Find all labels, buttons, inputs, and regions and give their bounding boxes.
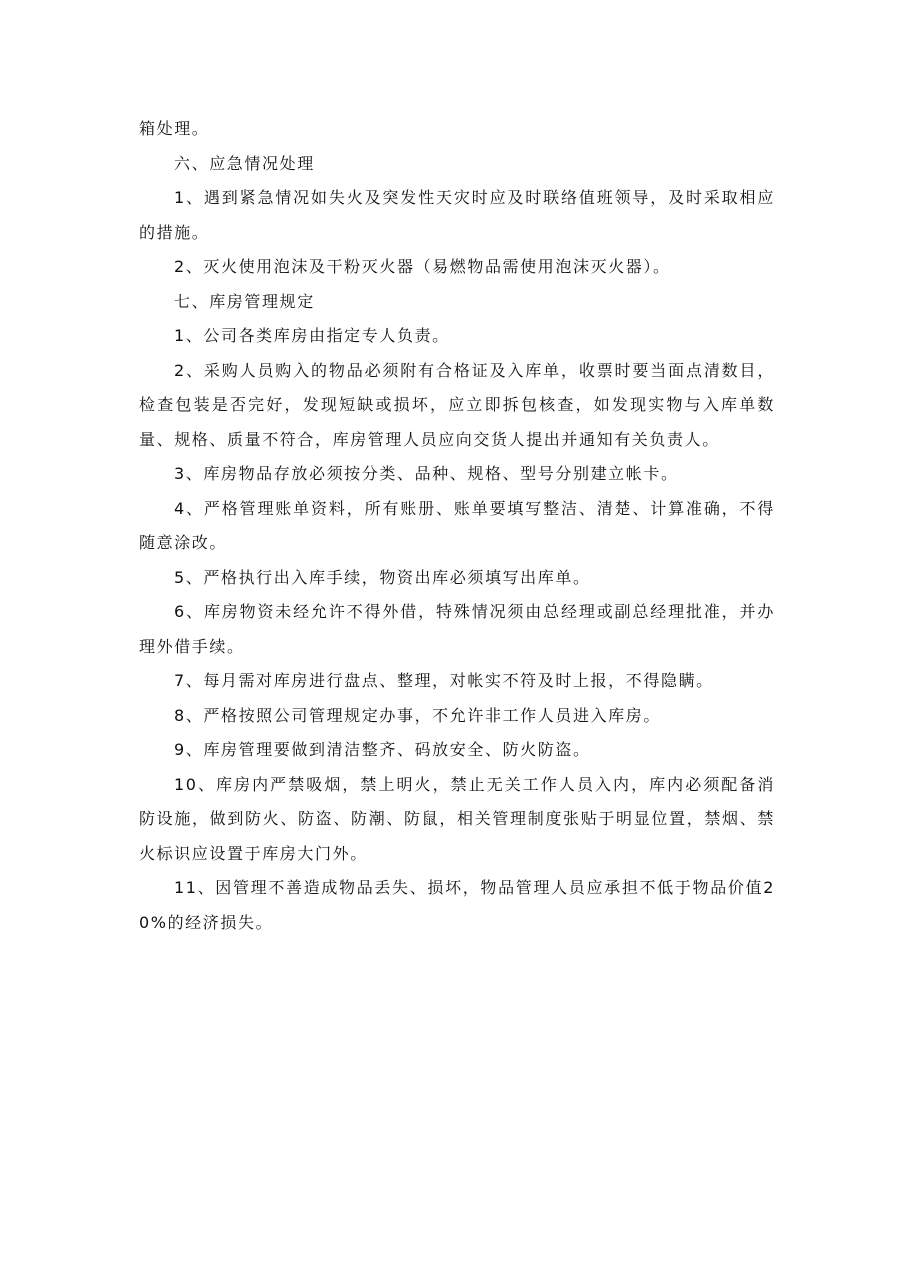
paragraph-warehouse-2: 2、采购人员购入的物品必须附有合格证及入库单，收票时要当面点清数目，检查包装是否完好，发现短缺或损坏，应立即拆包核查，如发现实物与入库单数量、规格、质量不符合，库房管理人员应向交货人提出并通知有关负责人。	[139, 360, 775, 449]
paragraph-emergency-1: 1、遇到紧急情况如失火及突发性天灾时应及时联络值班领导，及时采取相应的措施。	[139, 188, 775, 242]
paragraph-warehouse-10: 10、库房内严禁吸烟，禁上明火，禁止无关工作人员入内，库内必须配备消防设施，做到防火、防盗、防潮、防鼠，相关管理制度张贴于明显位置，禁烟、禁火标识应设置于库房大门外。	[139, 774, 775, 863]
paragraph-warehouse-9: 9、库房管理要做到清洁整齐、码放安全、防火防盗。	[174, 740, 591, 759]
paragraph-warehouse-5: 5、严格执行出入库手续，物资出库必须填写出库单。	[174, 567, 591, 587]
paragraph-warehouse-1: 1、公司各类库房由指定专人负责。	[174, 326, 450, 345]
section-heading-emergency: 六、应急情况处理	[174, 153, 315, 173]
section-heading-warehouse: 七、库房管理规定	[174, 291, 315, 311]
paragraph-emergency-2: 2、灭火使用泡沫及干粉灭火器（易燃物品需使用泡沫灭火器）。	[174, 257, 671, 276]
paragraph-warehouse-4: 4、严格管理账单资料，所有账册、账单要填写整洁、清楚、计算准确，不得随意涂改。	[139, 498, 775, 552]
paragraph-warehouse-11: 11、因管理不善造成物品丢失、损坏，物品管理人员应承担不低于物品价值20%的经济损失。	[139, 878, 775, 932]
paragraph-warehouse-6: 6、库房物资未经允许不得外借，特殊情况须由总经理或副总经理批准，并办理外借手续。	[139, 602, 775, 656]
paragraph-continuation: 箱处理。	[139, 119, 210, 138]
paragraph-warehouse-7: 7、每月需对库房进行盘点、整理，对帐实不符及时上报，不得隐瞒。	[174, 671, 714, 690]
document-body	[139, 112, 775, 940]
paragraph-warehouse-3: 3、库房物品存放必须按分类、品种、规格、型号分别建立帐卡。	[174, 464, 679, 483]
paragraph-warehouse-8: 8、严格按照公司管理规定办事，不允许非工作人员进入库房。	[174, 705, 661, 725]
